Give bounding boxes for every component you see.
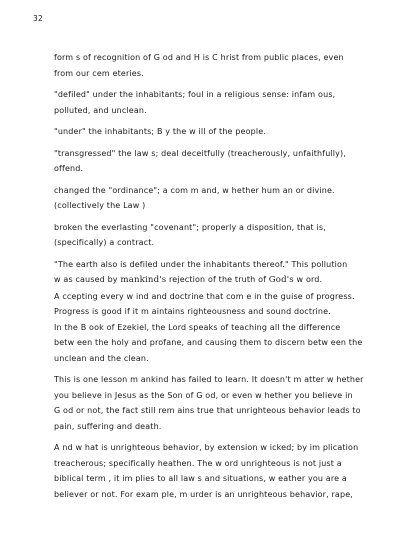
text-line: This is one lesson m ankind has failed to learn. It doesn't m atter w hether (54, 375, 364, 384)
text-line: believer or not. For exam ple, m urder is an unrighteous behavior, rape, (54, 489, 353, 499)
text-line: G od or not, the fact still rem ains true that unrighteous behavior leads to (54, 406, 361, 415)
text-line: offend. (54, 164, 84, 173)
page-body (54, 50, 384, 508)
text-span: rejection of the truth of (166, 275, 269, 284)
text-line: changed the "ordinance"; a com m and, w hether hum an or divine. (54, 185, 335, 195)
page-number: 32 (33, 14, 43, 23)
text-span: w as caused by (54, 275, 121, 284)
text-line: pain, suffering and death. (54, 421, 162, 431)
text-line: "The earth also is defiled under the inhabitants thereof." This pollution (54, 259, 348, 269)
paragraph-unrighteous-behavior (54, 440, 384, 502)
definition-transgressed (54, 146, 384, 177)
text-line: biblical term , it im plies to all law s and situations, w eather you are a (54, 474, 347, 483)
text-line: unclean and the clean. (54, 353, 149, 363)
definition-covenant (54, 220, 384, 251)
text-line: A nd w hat is unrighteous behavior, by extension w icked; by im plication (54, 443, 359, 452)
text-line: (collectively the Law ) (54, 201, 146, 210)
text-line: "defiled" under the inhabitants; foul in a religious sense: infam ous, (54, 90, 336, 99)
text-line: "transgressed" the law s; deal deceitfully (treacherously, unfaithfully), (54, 148, 347, 158)
text-line: Progress is good if it m aintains righteousness and sound doctrine. (54, 307, 331, 316)
definition-under (54, 124, 384, 140)
definition-defiled (54, 87, 384, 118)
paragraph-earth-defiled (54, 257, 384, 367)
text-line (54, 272, 384, 289)
text-line: form s of recognition of G od and H is C hrist from public places, even (54, 53, 344, 62)
text-span-serif: mankind's (120, 275, 167, 285)
text-line: betw een the holy and profane, and causing them to discern betw een the (54, 338, 363, 347)
paragraph-public-places (54, 50, 384, 81)
text-line: treacherous; specifically heathen. The w ord unrighteous is not just a (54, 458, 342, 468)
text-line: broken the everlasting "covenant"; properly a disposition, that is, (54, 222, 326, 232)
definition-ordinance (54, 183, 384, 214)
text-line: from our cem eteries. (54, 68, 144, 78)
text-line: In the B ook of Ezekiel, the Lord speaks of teaching all the difference (54, 322, 341, 332)
text-line: you believe in Jesus as the Son of G od, or even w hether you believe in (54, 390, 353, 400)
text-span: w ord. (293, 275, 323, 284)
text-span-serif: God's (268, 275, 294, 285)
paragraph-lesson (54, 372, 384, 434)
text-line: A ccepting every w ind and doctrine that com e in the guise of progress. (54, 291, 355, 301)
text-line: polluted, and unclean. (54, 105, 147, 115)
text-line: (specifically) a contract. (54, 238, 155, 247)
text-line: "under" the inhabitants; B y the w ill of the people. (54, 127, 267, 136)
